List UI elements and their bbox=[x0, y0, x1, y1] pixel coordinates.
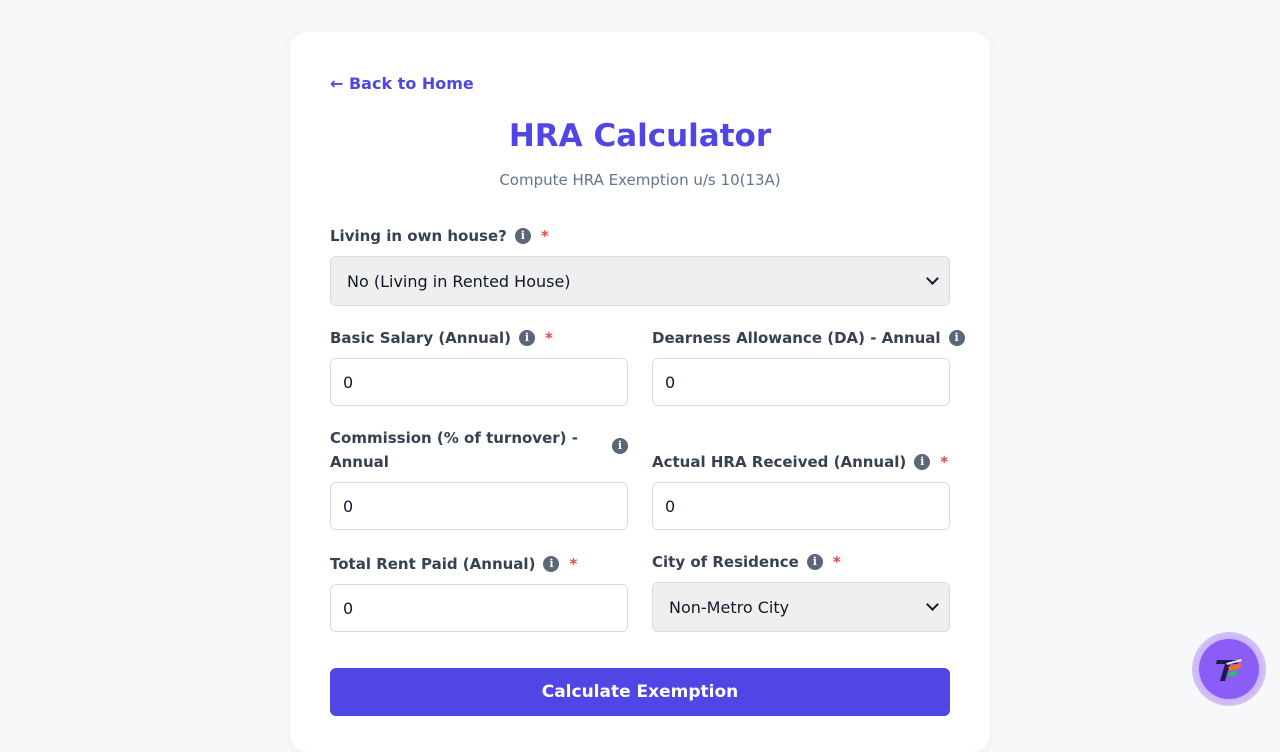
own-house-selected-value: No (Living in Rented House) bbox=[347, 271, 571, 291]
info-icon[interactable]: i bbox=[515, 228, 531, 244]
info-icon[interactable]: i bbox=[612, 438, 628, 454]
info-icon[interactable]: i bbox=[543, 556, 559, 572]
required-marker: * bbox=[832, 553, 841, 571]
actual-hra-label-row bbox=[652, 450, 948, 474]
calculate-exemption-button[interactable]: Calculate Exemption bbox=[330, 668, 950, 716]
dearness-allowance-label-row bbox=[652, 326, 965, 350]
required-marker: * bbox=[540, 227, 549, 245]
own-house-label-row bbox=[330, 224, 549, 248]
actual-hra-input[interactable] bbox=[652, 482, 950, 530]
city-select[interactable] bbox=[652, 582, 950, 632]
basic-salary-label: Basic Salary (Annual) bbox=[330, 329, 511, 347]
brand-fab-button[interactable] bbox=[1192, 632, 1266, 706]
back-to-home-link[interactable]: ← Back to Home bbox=[330, 74, 474, 93]
info-icon[interactable]: i bbox=[519, 330, 535, 346]
calculator-card bbox=[290, 32, 990, 752]
actual-hra-label: Actual HRA Received (Annual) bbox=[652, 453, 907, 471]
chevron-down-icon bbox=[926, 598, 939, 611]
info-icon[interactable]: i bbox=[807, 554, 823, 570]
basic-salary-input[interactable] bbox=[330, 358, 628, 406]
own-house-select[interactable] bbox=[330, 256, 950, 306]
total-rent-label: Total Rent Paid (Annual) bbox=[330, 555, 536, 573]
commission-label: Commission (% of turnover) - Annual bbox=[330, 429, 578, 471]
commission-input[interactable] bbox=[330, 482, 628, 530]
city-selected-value: Non-Metro City bbox=[669, 597, 790, 617]
brand-logo-icon bbox=[1199, 639, 1259, 699]
info-icon[interactable]: i bbox=[914, 454, 930, 470]
total-rent-input[interactable] bbox=[330, 584, 628, 632]
chevron-down-icon bbox=[926, 272, 939, 285]
page-title: HRA Calculator bbox=[508, 118, 772, 154]
dearness-allowance-label: Dearness Allowance (DA) - Annual bbox=[652, 329, 941, 347]
basic-salary-label-row bbox=[330, 326, 553, 350]
total-rent-label-row bbox=[330, 552, 577, 576]
city-label: City of Residence bbox=[652, 553, 799, 571]
commission-label-row bbox=[330, 426, 630, 474]
required-marker: * bbox=[569, 555, 578, 573]
info-icon[interactable]: i bbox=[949, 330, 965, 346]
required-marker: * bbox=[940, 453, 949, 471]
city-label-row bbox=[652, 550, 841, 574]
dearness-allowance-input[interactable] bbox=[652, 358, 950, 406]
page-subtitle: Compute HRA Exemption u/s 10(13A) bbox=[499, 171, 781, 189]
own-house-label: Living in own house? bbox=[330, 227, 507, 245]
required-marker: * bbox=[544, 329, 553, 347]
